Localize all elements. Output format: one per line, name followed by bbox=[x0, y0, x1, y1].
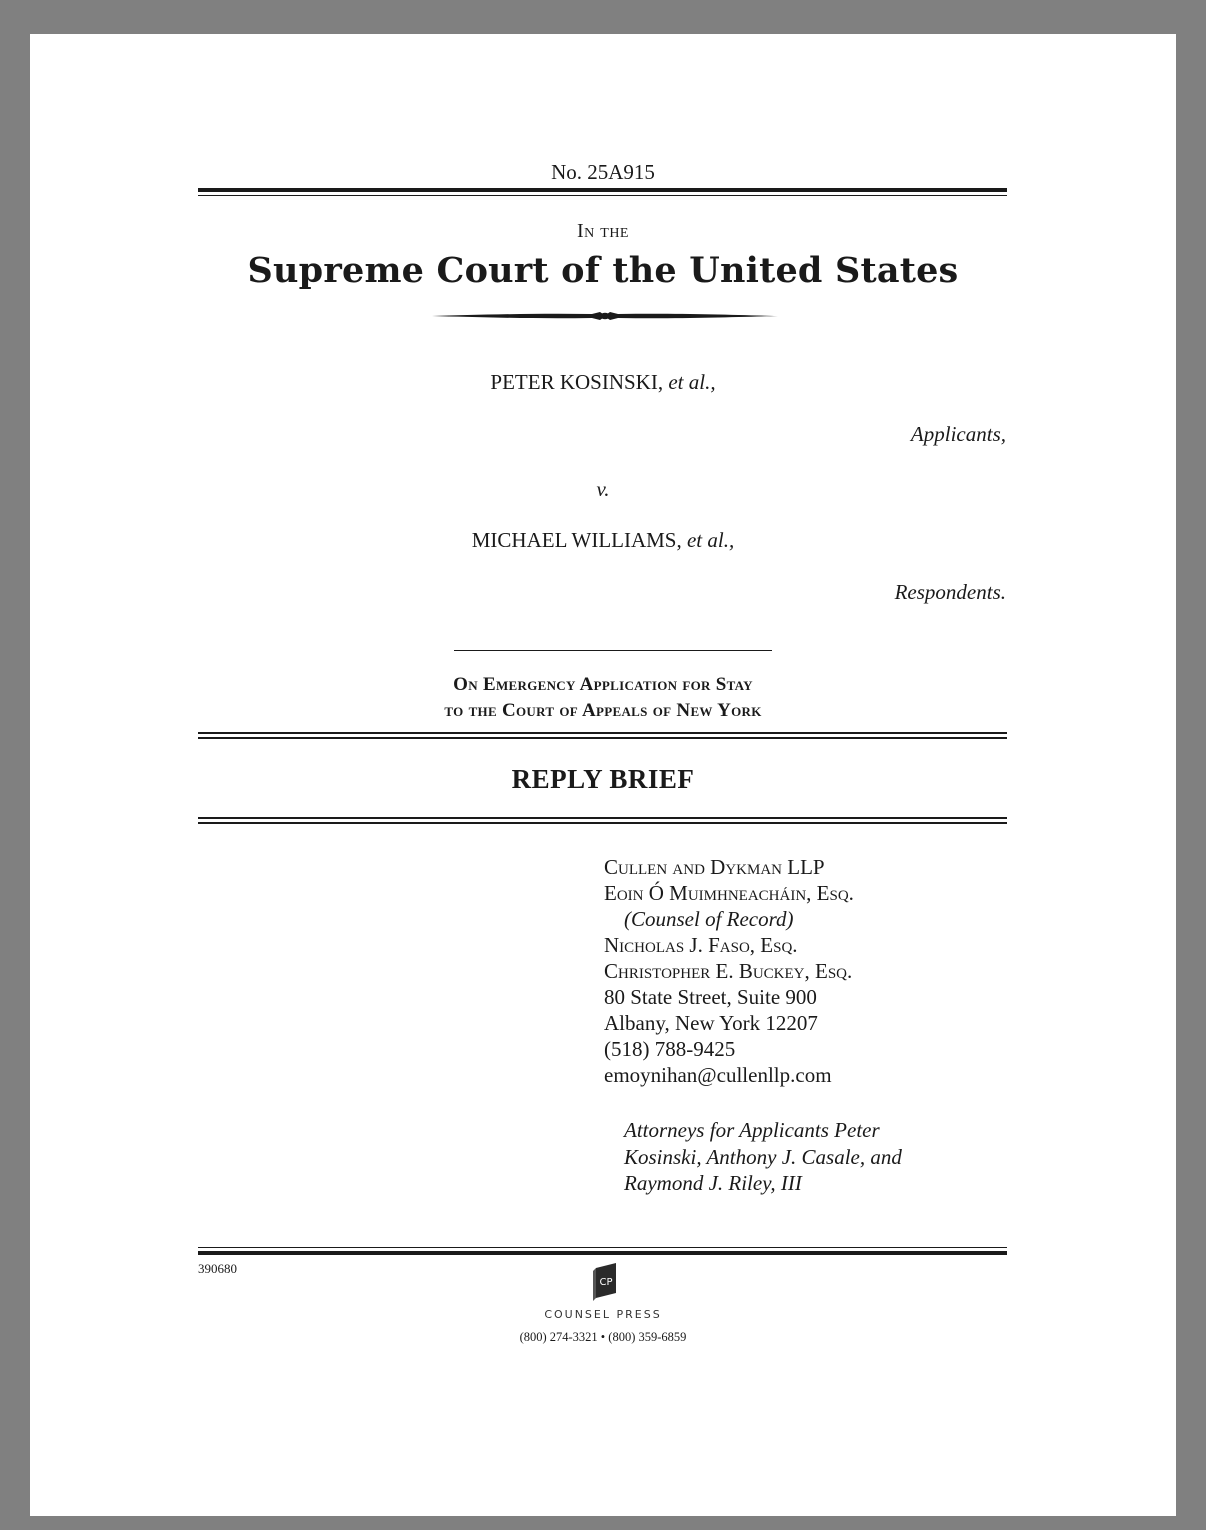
counsel-block bbox=[604, 854, 854, 1088]
in-the-label: In the bbox=[577, 220, 629, 242]
applicant-etal: et al., bbox=[668, 370, 716, 394]
ornamental-divider bbox=[432, 310, 778, 322]
representation-line-3: Raymond J. Riley, III bbox=[624, 1171, 802, 1195]
press-phone: (800) 274-3321 • (800) 359-6859 bbox=[519, 1330, 687, 1344]
counsel-of-record-note: (Counsel of Record) bbox=[624, 907, 794, 931]
address-line-1: 80 State Street, Suite 900 bbox=[604, 985, 817, 1009]
applicant-party bbox=[30, 370, 1176, 395]
proceeding-line-1: On Emergency Application for Stay bbox=[453, 674, 753, 695]
address-line-2: Albany, New York 12207 bbox=[604, 1011, 818, 1035]
versus-label: v. bbox=[596, 477, 610, 501]
law-firm: Cullen and Dykman LLP bbox=[604, 855, 825, 879]
respondent-party bbox=[30, 528, 1176, 553]
counsel-press-logo-icon bbox=[590, 1262, 620, 1302]
short-divider bbox=[454, 650, 772, 651]
title-rule-upper-1 bbox=[198, 732, 1007, 734]
brief-title: REPLY BRIEF bbox=[511, 764, 695, 794]
title-rule-upper-2 bbox=[198, 737, 1007, 739]
title-rule-lower-2 bbox=[198, 822, 1007, 824]
respondent-name: MICHAEL WILLIAMS, bbox=[471, 528, 682, 552]
attorney-3: Christopher E. Buckey, Esq. bbox=[604, 959, 853, 983]
job-number: 390680 bbox=[198, 1261, 237, 1276]
respondent-etal: et al., bbox=[686, 528, 735, 552]
email-address: emoynihan@cullenllp.com bbox=[604, 1063, 832, 1087]
bottom-rule-thick bbox=[198, 1251, 1007, 1255]
document-page bbox=[30, 34, 1176, 1516]
applicants-role: Applicants, bbox=[910, 422, 1006, 446]
top-rule-thin bbox=[198, 195, 1007, 196]
proceeding-line-2: to the Court of Appeals of New York bbox=[444, 700, 762, 721]
representation-line-1: Attorneys for Applicants Peter bbox=[624, 1118, 880, 1142]
respondents-role: Respondents. bbox=[894, 580, 1006, 604]
top-rule-thick bbox=[198, 188, 1007, 192]
attorney-1: Eoin Ó Muimhneacháin, Esq. bbox=[604, 881, 854, 905]
bottom-rule-thin bbox=[198, 1247, 1007, 1248]
applicant-name: PETER KOSINSKI, bbox=[490, 370, 664, 394]
logo-letters: CP bbox=[599, 1277, 613, 1288]
representation-statement bbox=[624, 1117, 984, 1197]
court-name: Supreme Court of the United States bbox=[247, 250, 959, 291]
proceeding-caption bbox=[30, 672, 1176, 724]
representation-line-2: Kosinski, Anthony J. Casale, and bbox=[624, 1144, 902, 1169]
press-name: COUNSEL PRESS bbox=[544, 1308, 662, 1321]
title-rule-lower-1 bbox=[198, 817, 1007, 819]
docket-number: No. 25A915 bbox=[551, 160, 655, 184]
phone-number: (518) 788-9425 bbox=[604, 1037, 736, 1061]
attorney-2: Nicholas J. Faso, Esq. bbox=[604, 933, 798, 957]
